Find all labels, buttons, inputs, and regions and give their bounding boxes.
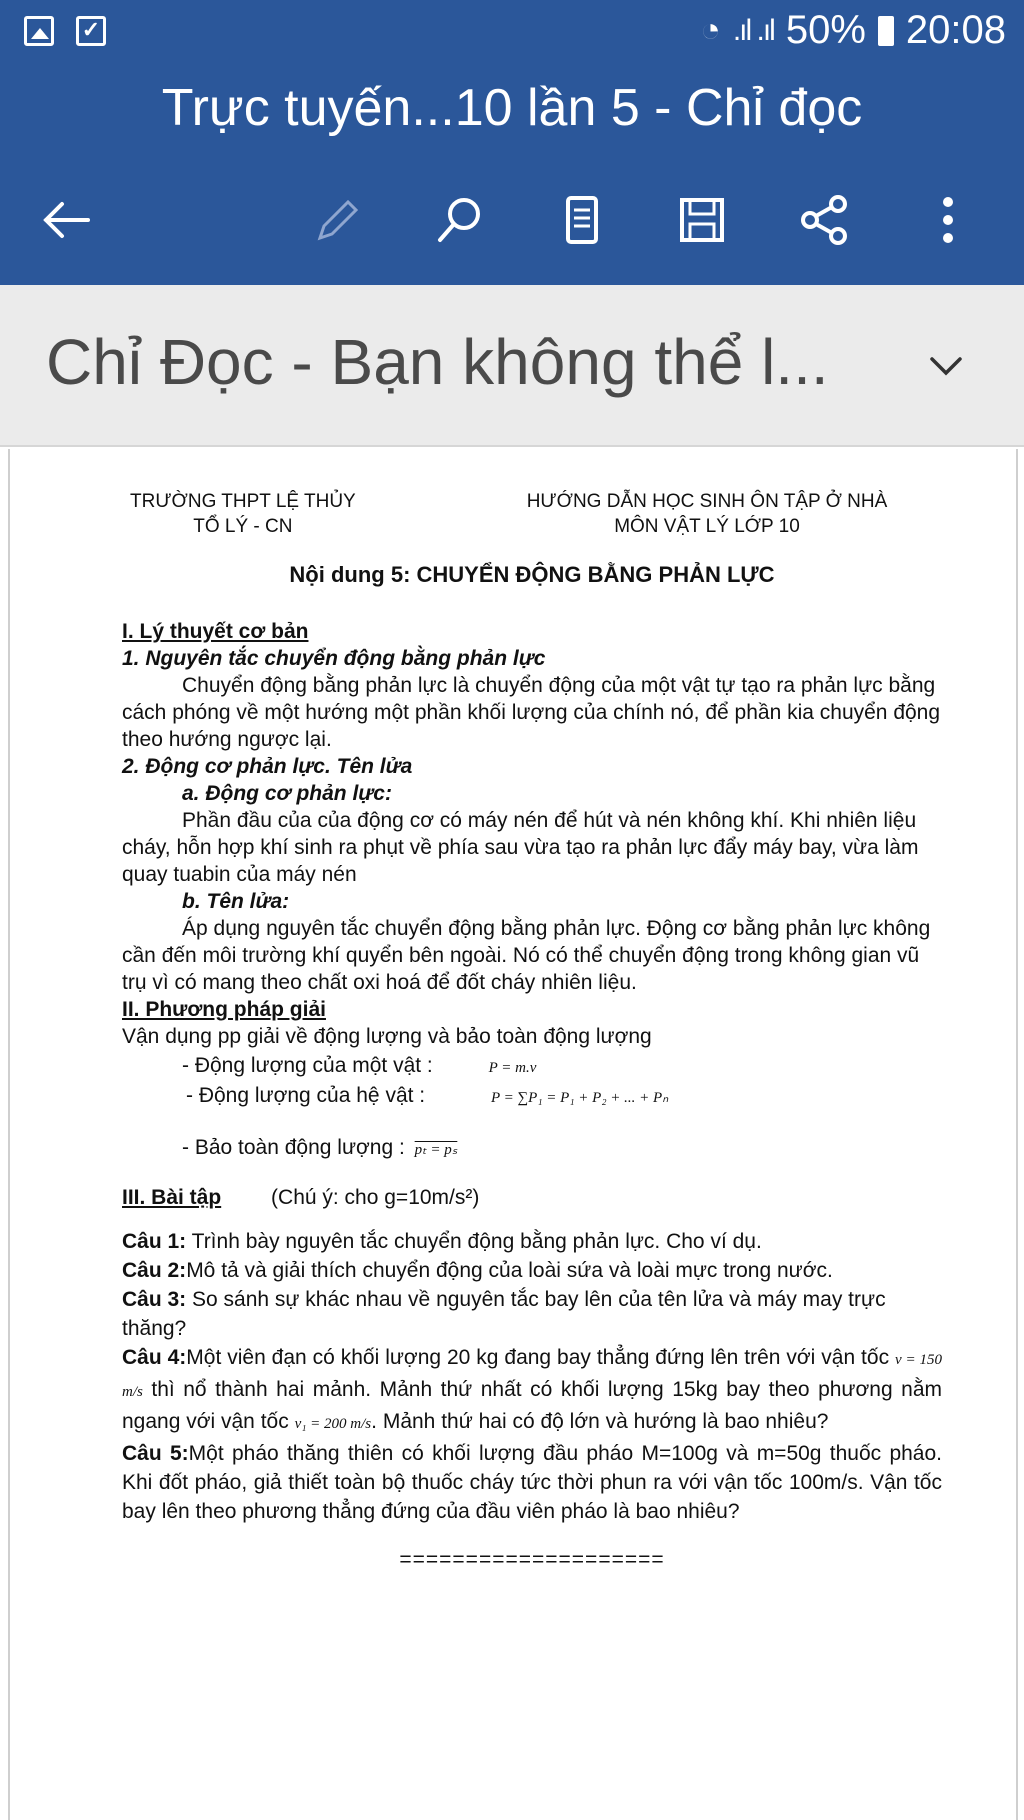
bullet-1-text: - Động lượng của một vật : [182, 1054, 433, 1077]
question-2-label: Câu 2: [122, 1259, 187, 1282]
department-name: TỔ LÝ - CN [193, 516, 293, 537]
task-icon: ✓ [76, 16, 106, 46]
question-3-label: Câu 3: [122, 1288, 187, 1311]
question-1 [122, 1227, 942, 1256]
paragraph-1: Chuyển động bằng phản lực là chuyển động của một vật tự tạo ra phản lực bằng cách phóng về một hướng một phần khối lượng của chính nó, để phần kia chuyển động theo hướng ngược lại. [122, 674, 941, 751]
paragraph-3: Áp dụng nguyên tắc chuyển động bằng phản lực. Động cơ bằng phản lực không cần đến môi trường khí quyển bên ngoài. Nó có thể chuyển động trong không gian vũ trụ vì có mang theo chất oxi hoá để đốt cháy nhiên liệu. [122, 917, 931, 994]
doc-title: Nội dung 5: CHUYỂN ĐỘNG BẰNG PHẢN LỰC [289, 562, 775, 587]
formula-2: P = ∑P₁ = P₁ + P₂ + ... + Pₙ [490, 1090, 669, 1106]
paragraph-4: Vận dụng pp giải về động lượng và bảo toàn động lượng [122, 1025, 652, 1048]
question-5 [122, 1439, 942, 1526]
search-icon[interactable] [428, 188, 492, 252]
battery-percent: 50% [785, 8, 866, 52]
subsection-1-heading: 1. Nguyên tắc chuyển động bằng phản lực [122, 647, 546, 670]
end-separator: ==================== [399, 1548, 665, 1571]
app-bar [0, 0, 1024, 285]
question-1-label: Câu 1: [122, 1230, 187, 1253]
subject-title: MÔN VẬT LÝ LỚP 10 [614, 516, 800, 537]
chevron-down-icon[interactable] [924, 343, 968, 387]
question-5-label: Câu 5: [122, 1442, 189, 1465]
battery-icon [878, 16, 894, 46]
read-only-banner[interactable] [0, 285, 1024, 447]
toolbar [0, 180, 1024, 260]
section-2-heading: II. Phương pháp giải [122, 998, 326, 1021]
question-2-text: Mô tả và giải thích chuyển động của loài sứa và loài mực trong nước. [186, 1259, 833, 1282]
question-3-text: So sánh sự khác nhau về nguyên tắc bay lên của tên lửa và máy may trực thăng? [122, 1288, 886, 1340]
mobile-view-icon[interactable] [550, 188, 614, 252]
guide-title: HƯỚNG DẪN HỌC SINH ÔN TẬP Ở NHÀ [526, 491, 888, 512]
section-1-heading: I. Lý thuyết cơ bản [122, 620, 309, 643]
question-4-formula-1: v = 150 m/s [122, 1352, 942, 1400]
question-1-text: Trình bày nguyên tắc chuyển động bằng phản lực. Cho ví dụ. [186, 1230, 762, 1253]
document-page [8, 449, 1018, 1820]
doc-header [122, 489, 942, 547]
question-4-label: Câu 4: [122, 1346, 187, 1369]
document-content [122, 489, 942, 1573]
back-icon[interactable] [34, 188, 98, 252]
subsection-2-heading: 2. Động cơ phản lực. Tên lửa [122, 755, 413, 778]
save-icon[interactable] [670, 188, 734, 252]
bullet-3 [122, 1134, 942, 1164]
question-5-text: Một pháo thăng thiên có khối lượng đầu pháo M=100g và m=50g thuốc pháo. Khi đốt pháo, giả thiết toàn bộ thuốc cháy tức thời phun ra với vận tốc 100m/s. Vận tốc bay lên theo phương thẳng đứng của đầu viên pháo là bao nhiêu? [122, 1442, 943, 1523]
school-name: TRƯỜNG THPT LỆ THỦY [130, 491, 356, 512]
section-3-heading: III. Bài tập [122, 1186, 222, 1209]
paragraph-2: Phần đầu của của động cơ có máy nén để hút và nén không khí. Khi nhiên liệu cháy, hỗn hợp khí sinh ra phụt về phía sau vừa tạo ra phản lực đẩy máy bay, vừa làm quay tuabin của máy nén [122, 809, 919, 886]
gallery-icon [24, 16, 54, 46]
section-3-line [122, 1184, 942, 1211]
question-4-formula-2: v₁ = 200 m/s [294, 1416, 372, 1432]
more-icon[interactable] [916, 188, 980, 252]
formula-3: pₜ = pₛ [414, 1142, 458, 1158]
section-3-note: (Chú ý: cho g=10m/s²) [271, 1186, 480, 1209]
question-2 [122, 1256, 942, 1285]
question-4-text-c: . Mảnh thứ hai có độ lớn và hướng là bao nhiêu? [371, 1410, 829, 1433]
subsection-2a-heading: a. Động cơ phản lực: [182, 782, 392, 805]
document-title: Trực tuyến...10 lần 5 - Chỉ đọc [161, 79, 863, 137]
signal-icon: .ıl .ıl [732, 13, 774, 47]
bullet-2-text: - Động lượng của hệ vật : [186, 1084, 426, 1107]
formula-1: P = m.v [488, 1060, 537, 1076]
question-4 [122, 1343, 942, 1439]
wifi-icon: ◔ [700, 11, 721, 49]
edit-icon[interactable] [304, 188, 368, 252]
bullet-1 [122, 1052, 942, 1082]
share-icon[interactable] [792, 188, 856, 252]
read-only-banner-text: Chỉ Đọc - Bạn không thể l... [46, 326, 829, 398]
bullet-2 [122, 1082, 942, 1112]
status-bar [0, 0, 1024, 72]
clock: 20:08 [905, 8, 1006, 52]
question-4-text-b: thì nổ thành hai mảnh. Mảnh thứ nhất có khối lượng 15kg bay theo phương nằm ngang với vận tốc [122, 1378, 942, 1433]
question-3 [122, 1285, 942, 1343]
question-4-text-a: Một viên đạn có khối lượng 20 kg đang bay thẳng đứng lên trên với vận tốc [186, 1346, 890, 1369]
subsection-2b-heading: b. Tên lửa: [182, 890, 290, 913]
bullet-3-text: - Bảo toàn động lượng : [182, 1136, 405, 1159]
